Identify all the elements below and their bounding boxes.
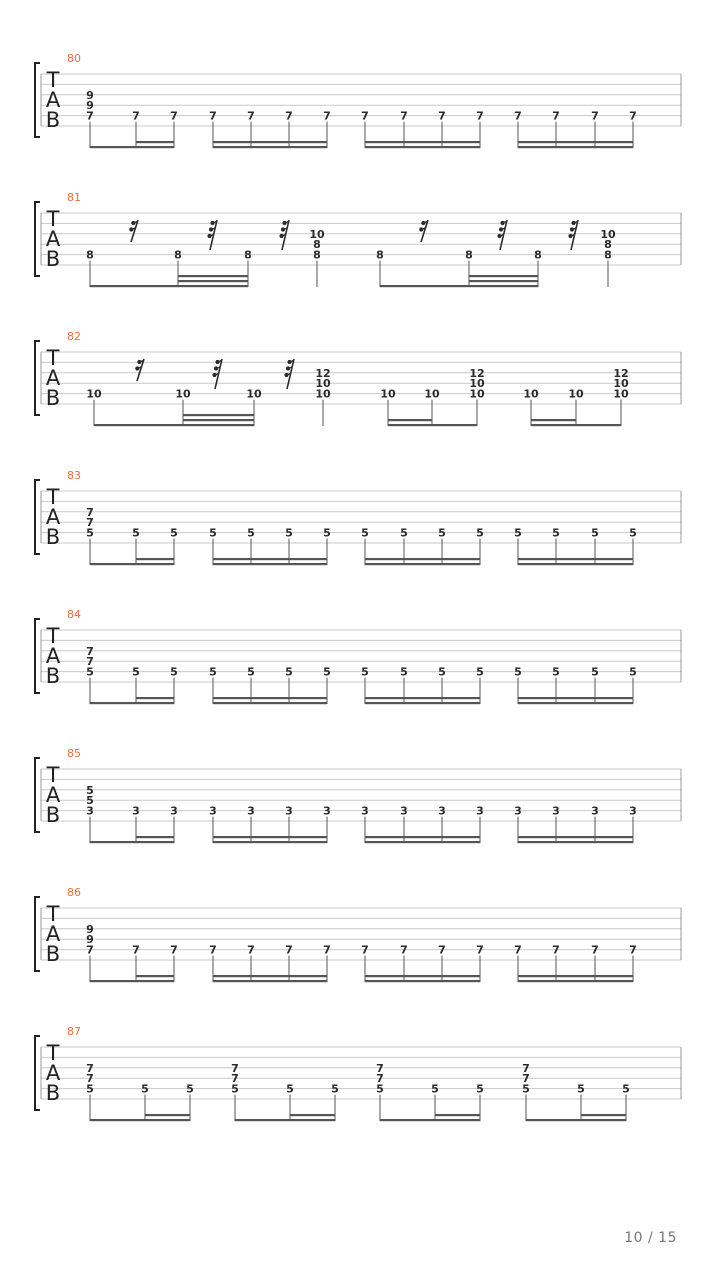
fret-number: 7 (361, 943, 369, 957)
beam-primary (235, 1119, 335, 1121)
fret-number: 7 (438, 943, 446, 957)
beam-secondary (365, 697, 480, 699)
fret-number: 5 (170, 526, 178, 540)
fret-number: 7 (400, 943, 408, 957)
fret-number: 5 (186, 1082, 194, 1096)
fret-number: 8 (376, 248, 384, 262)
beam-secondary (518, 697, 633, 699)
beam-primary (380, 285, 538, 287)
system-bracket (35, 202, 40, 276)
fret-number: 3 (86, 804, 94, 818)
tab-clef-letter: T (46, 624, 60, 648)
fret-number: 7 (376, 1072, 384, 1086)
tab-clef-letter: B (45, 108, 61, 132)
fret-number: 3 (400, 804, 408, 818)
tab-clef-letter: T (46, 346, 60, 370)
fret-number: 10 (424, 387, 440, 401)
fret-number: 5 (285, 526, 293, 540)
fret-number: 5 (400, 526, 408, 540)
fret-number: 7 (132, 943, 140, 957)
system-bracket (35, 63, 40, 137)
fret-number: 7 (86, 644, 94, 658)
beam-secondary (531, 419, 576, 421)
fret-number: 9 (86, 922, 94, 936)
beam-secondary (136, 697, 174, 699)
fret-number: 5 (323, 526, 331, 540)
fret-number: 8 (244, 248, 252, 262)
fret-number: 7 (86, 943, 94, 957)
fret-number: 5 (285, 665, 293, 679)
fret-number: 5 (552, 526, 560, 540)
fret-number: 7 (361, 109, 369, 123)
fret-number: 7 (400, 109, 408, 123)
fret-number: 8 (86, 248, 94, 262)
tab-clef-letter: T (46, 207, 60, 231)
fret-number: 5 (376, 1082, 384, 1096)
fret-number: 3 (552, 804, 560, 818)
beam-secondary (581, 1114, 626, 1116)
fret-number: 7 (247, 109, 255, 123)
fret-number: 5 (591, 665, 599, 679)
beam-secondary (136, 975, 174, 977)
fret-number: 7 (170, 943, 178, 957)
beam-tertiary (183, 414, 254, 416)
fret-number: 3 (361, 804, 369, 818)
tab-clef-letter: A (45, 505, 61, 529)
fret-number: 7 (209, 943, 217, 957)
beam-secondary (388, 419, 432, 421)
beam-tertiary (469, 275, 538, 277)
tab-system (35, 469, 681, 565)
fret-number: 7 (591, 109, 599, 123)
system-bracket (35, 1036, 40, 1110)
page-current: 10 (624, 1230, 644, 1246)
fret-number: 10 (315, 387, 331, 401)
fret-number: 5 (86, 1082, 94, 1096)
fret-number: 7 (552, 109, 560, 123)
fret-number: 5 (132, 526, 140, 540)
measure-number: 87 (67, 1025, 81, 1038)
tab-clef-letter: A (45, 366, 61, 390)
tab-clef-letter: B (45, 664, 61, 688)
fret-number: 12 (315, 366, 331, 380)
fret-number: 3 (438, 804, 446, 818)
fret-number: 10 (86, 387, 102, 401)
beam-secondary (213, 558, 327, 560)
tab-clef-letter: B (45, 803, 61, 827)
beam-secondary (518, 558, 633, 560)
fret-number: 10 (568, 387, 584, 401)
fret-number: 7 (231, 1061, 239, 1075)
fret-number: 7 (629, 109, 637, 123)
thirty-second-rest (568, 220, 578, 250)
fret-number: 10 (613, 377, 629, 391)
fret-number: 12 (469, 366, 485, 380)
beam-primary (90, 841, 174, 843)
system-bracket (35, 897, 40, 971)
beam-primary (213, 563, 327, 565)
beam-primary (365, 146, 480, 148)
fret-number: 8 (604, 238, 612, 252)
beam-secondary (213, 836, 327, 838)
fret-number: 7 (323, 109, 331, 123)
thirty-second-rest (497, 220, 507, 250)
fret-number: 5 (209, 526, 217, 540)
beam-primary (365, 702, 480, 704)
tab-clef-letter: T (46, 902, 60, 926)
beam-secondary (365, 141, 480, 143)
fret-number: 8 (313, 248, 321, 262)
tab-system (35, 1025, 681, 1121)
fret-number: 7 (86, 1061, 94, 1075)
fret-number: 10 (246, 387, 262, 401)
beam-primary (365, 563, 480, 565)
beam-secondary (136, 558, 174, 560)
fret-number: 5 (476, 1082, 484, 1096)
fret-number: 5 (247, 665, 255, 679)
fret-number: 5 (209, 665, 217, 679)
measure-number: 80 (67, 52, 81, 65)
beam-primary (90, 285, 248, 287)
fret-number: 8 (465, 248, 473, 262)
fret-number: 7 (86, 1072, 94, 1086)
fret-number: 3 (247, 804, 255, 818)
page-total: 15 (658, 1230, 677, 1246)
beam-primary (90, 980, 174, 982)
measure-number: 86 (67, 886, 81, 899)
fret-number: 5 (629, 526, 637, 540)
fret-number: 3 (591, 804, 599, 818)
tab-clef-letter: T (46, 68, 60, 92)
system-bracket (35, 758, 40, 832)
page-separator: / (643, 1230, 659, 1246)
fret-number: 7 (476, 109, 484, 123)
thirty-second-rest (279, 220, 289, 250)
fret-number: 7 (323, 943, 331, 957)
fret-number: 5 (361, 665, 369, 679)
tab-clef-letter: B (45, 525, 61, 549)
beam-secondary (145, 1114, 190, 1116)
beam-secondary (213, 141, 327, 143)
fret-number: 7 (86, 109, 94, 123)
fret-number: 5 (629, 665, 637, 679)
beam-primary (526, 1119, 626, 1121)
fret-number: 3 (285, 804, 293, 818)
fret-number: 5 (476, 665, 484, 679)
tab-clef-letter: A (45, 1061, 61, 1085)
measure-number: 85 (67, 747, 81, 760)
beam-secondary (518, 836, 633, 838)
fret-number: 7 (285, 109, 293, 123)
beam-secondary (365, 558, 480, 560)
beam-primary (90, 146, 174, 148)
tab-clef-letter: T (46, 1041, 60, 1065)
fret-number: 8 (534, 248, 542, 262)
fret-number: 5 (170, 665, 178, 679)
system-bracket (35, 341, 40, 415)
fret-number: 5 (514, 665, 522, 679)
beam-secondary (178, 280, 248, 282)
beam-primary (213, 980, 327, 982)
beam-secondary (136, 836, 174, 838)
fret-number: 5 (622, 1082, 630, 1096)
fret-number: 5 (552, 665, 560, 679)
fret-number: 7 (629, 943, 637, 957)
fret-number: 3 (170, 804, 178, 818)
fret-number: 7 (285, 943, 293, 957)
tab-clef-letter: A (45, 922, 61, 946)
fret-number: 7 (552, 943, 560, 957)
fret-number: 3 (323, 804, 331, 818)
fret-number: 3 (629, 804, 637, 818)
measure-number: 81 (67, 191, 81, 204)
fret-number: 9 (86, 99, 94, 113)
beam-secondary (213, 697, 327, 699)
beam-primary (518, 563, 633, 565)
fret-number: 7 (170, 109, 178, 123)
system-bracket (35, 480, 40, 554)
measure-number: 84 (67, 608, 81, 621)
fret-number: 10 (309, 227, 325, 241)
fret-number: 5 (400, 665, 408, 679)
tab-system (35, 886, 681, 982)
tab-system (35, 191, 681, 287)
fret-number: 10 (523, 387, 539, 401)
beam-secondary (518, 975, 633, 977)
fret-number: 3 (209, 804, 217, 818)
fret-number: 5 (247, 526, 255, 540)
beam-secondary (365, 975, 480, 977)
beam-primary (365, 841, 480, 843)
fret-number: 5 (141, 1082, 149, 1096)
tab-system (35, 330, 681, 426)
beam-secondary (290, 1114, 335, 1116)
beam-primary (90, 1119, 190, 1121)
tab-clef-letter: B (45, 247, 61, 271)
fret-number: 5 (361, 526, 369, 540)
fret-number: 5 (438, 665, 446, 679)
beam-secondary (365, 836, 480, 838)
fret-number: 5 (86, 794, 94, 808)
fret-number: 5 (331, 1082, 339, 1096)
fret-number: 3 (514, 804, 522, 818)
tab-clef-letter: A (45, 783, 61, 807)
beam-primary (388, 424, 477, 426)
fret-number: 7 (86, 505, 94, 519)
fret-number: 10 (469, 377, 485, 391)
fret-number: 5 (514, 526, 522, 540)
thirty-second-rest (284, 359, 294, 389)
fret-number: 7 (514, 109, 522, 123)
fret-number: 10 (469, 387, 485, 401)
fret-number: 7 (231, 1072, 239, 1086)
fret-number: 5 (577, 1082, 585, 1096)
beam-primary (518, 980, 633, 982)
fret-number: 8 (174, 248, 182, 262)
fret-number: 10 (175, 387, 191, 401)
beam-secondary (213, 975, 327, 977)
fret-number: 5 (476, 526, 484, 540)
beam-primary (213, 146, 327, 148)
tab-system (35, 747, 681, 843)
tab-clef-letter: A (45, 644, 61, 668)
fret-number: 7 (591, 943, 599, 957)
measure-number: 83 (67, 469, 81, 482)
fret-number: 7 (522, 1072, 530, 1086)
beam-primary (531, 424, 621, 426)
fret-number: 3 (476, 804, 484, 818)
tab-clef-letter: A (45, 88, 61, 112)
tab-clef-letter: B (45, 386, 61, 410)
beam-primary (365, 980, 480, 982)
fret-number: 5 (591, 526, 599, 540)
beam-primary (518, 702, 633, 704)
tab-clef-letter: A (45, 227, 61, 251)
fret-number: 5 (431, 1082, 439, 1096)
fret-number: 7 (132, 109, 140, 123)
fret-number: 8 (604, 248, 612, 262)
fret-number: 9 (86, 933, 94, 947)
thirty-second-rest (207, 220, 217, 250)
beam-secondary (518, 141, 633, 143)
fret-number: 5 (86, 526, 94, 540)
fret-number: 7 (476, 943, 484, 957)
beam-primary (380, 1119, 480, 1121)
fret-number: 3 (132, 804, 140, 818)
fret-number: 7 (86, 516, 94, 530)
beam-primary (90, 563, 174, 565)
beam-tertiary (178, 275, 248, 277)
fret-number: 12 (613, 366, 629, 380)
fret-number: 7 (438, 109, 446, 123)
tab-clef-letter: B (45, 1081, 61, 1105)
fret-number: 7 (522, 1061, 530, 1075)
fret-number: 5 (438, 526, 446, 540)
fret-number: 10 (613, 387, 629, 401)
beam-secondary (469, 280, 538, 282)
fret-number: 5 (231, 1082, 239, 1096)
fret-number: 7 (247, 943, 255, 957)
fret-number: 7 (209, 109, 217, 123)
thirty-second-rest (212, 359, 222, 389)
fret-number: 5 (522, 1082, 530, 1096)
fret-number: 5 (86, 783, 94, 797)
beam-primary (213, 841, 327, 843)
fret-number: 9 (86, 88, 94, 102)
fret-number: 10 (315, 377, 331, 391)
system-bracket (35, 619, 40, 693)
beam-primary (518, 841, 633, 843)
tab-clef-letter: T (46, 485, 60, 509)
tab-system (35, 608, 681, 704)
tab-clef-letter: T (46, 763, 60, 787)
fret-number: 5 (86, 665, 94, 679)
fret-number: 5 (286, 1082, 294, 1096)
beam-primary (518, 146, 633, 148)
fret-number: 7 (86, 655, 94, 669)
measure-number: 82 (67, 330, 81, 343)
fret-number: 5 (323, 665, 331, 679)
fret-number: 10 (380, 387, 396, 401)
fret-number: 5 (132, 665, 140, 679)
page-indicator (624, 1230, 677, 1246)
beam-primary (213, 702, 327, 704)
fret-number: 10 (600, 227, 616, 241)
fret-number: 8 (313, 238, 321, 252)
beam-primary (90, 702, 174, 704)
beam-primary (94, 424, 254, 426)
tab-clef-letter: B (45, 942, 61, 966)
fret-number: 7 (514, 943, 522, 957)
beam-secondary (183, 419, 254, 421)
beam-secondary (435, 1114, 480, 1116)
tab-system (35, 52, 681, 148)
beam-secondary (136, 141, 174, 143)
fret-number: 7 (376, 1061, 384, 1075)
